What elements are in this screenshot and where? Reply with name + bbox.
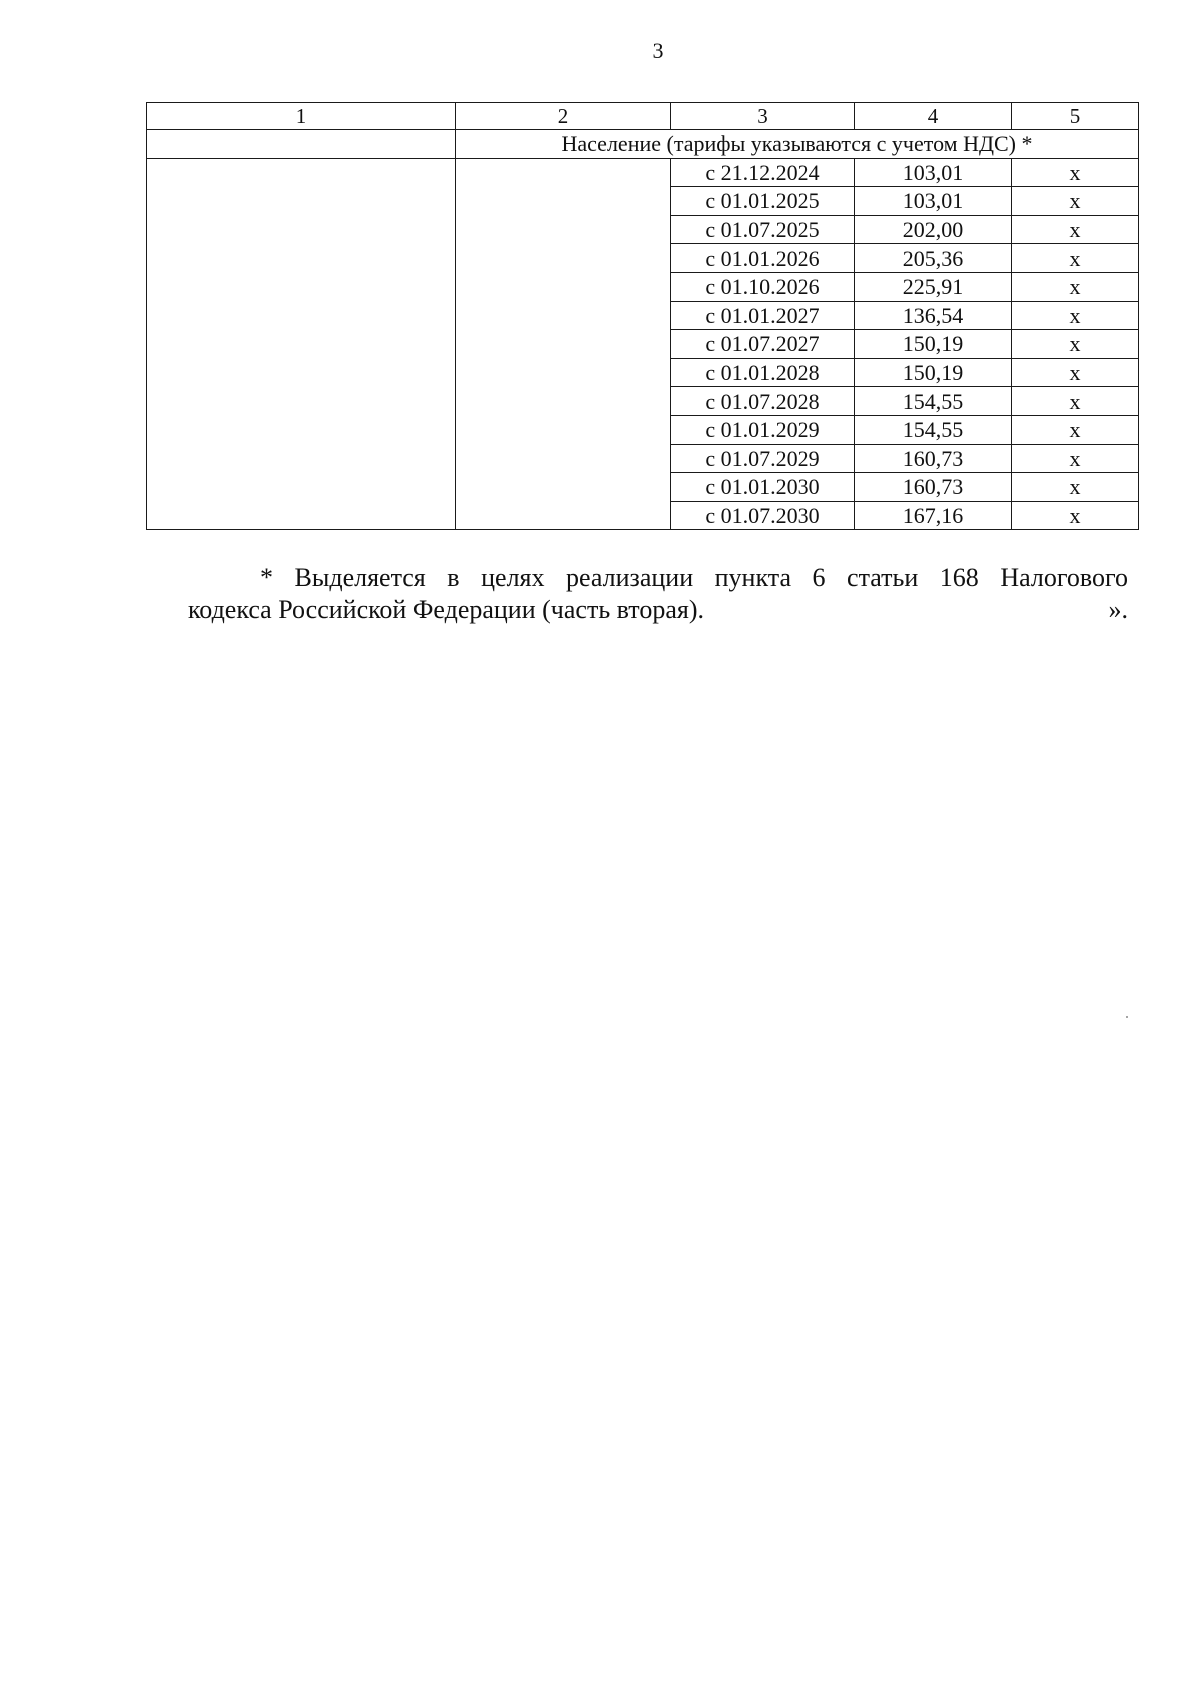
section-title: Население (тарифы указываются с учетом НДС) * (456, 130, 1139, 159)
column-number-3: 3 (671, 103, 855, 130)
column-number-1: 1 (147, 103, 456, 130)
period-cell: с 01.07.2030 (671, 501, 855, 530)
tariff-value-cell: 154,55 (855, 415, 1012, 444)
tariff-value-cell: 205,36 (855, 244, 1012, 273)
scan-speck (1126, 1016, 1128, 1018)
period-cell: с 01.01.2025 (671, 187, 855, 216)
tariff-value-cell: 150,19 (855, 330, 1012, 359)
period-cell: с 21.12.2024 (671, 158, 855, 187)
empty-column-1-cell (147, 158, 456, 530)
mark-cell: x (1012, 215, 1139, 244)
section-row (147, 130, 1139, 159)
section-empty-cell (147, 130, 456, 159)
period-cell: с 01.01.2028 (671, 358, 855, 387)
tariff-value-cell: 202,00 (855, 215, 1012, 244)
tariff-value-cell: 136,54 (855, 301, 1012, 330)
column-number-4: 4 (855, 103, 1012, 130)
mark-cell: x (1012, 415, 1139, 444)
mark-cell: x (1012, 358, 1139, 387)
tariff-value-cell: 167,16 (855, 501, 1012, 530)
tariff-row (147, 158, 1139, 187)
page-number: 3 (652, 38, 664, 63)
period-cell: с 01.07.2025 (671, 215, 855, 244)
mark-cell: x (1012, 473, 1139, 502)
tariff-table (146, 102, 1139, 530)
mark-cell: x (1012, 301, 1139, 330)
mark-cell: x (1012, 244, 1139, 273)
mark-cell: x (1012, 158, 1139, 187)
column-number-2: 2 (456, 103, 671, 130)
footnote-line-2-wrapper (188, 594, 1128, 626)
closing-quote-mark: ». (1108, 595, 1128, 624)
tariff-value-cell: 103,01 (855, 187, 1012, 216)
period-cell: с 01.01.2026 (671, 244, 855, 273)
period-cell: с 01.07.2029 (671, 444, 855, 473)
footnote (188, 562, 1128, 626)
period-cell: с 01.07.2027 (671, 330, 855, 359)
empty-column-2-cell (456, 158, 671, 530)
tariff-value-cell: 154,55 (855, 387, 1012, 416)
period-cell: с 01.01.2029 (671, 415, 855, 444)
column-number-row (147, 103, 1139, 130)
tariff-value-cell: 160,73 (855, 473, 1012, 502)
footnote-line-1: * Выделяется в целях реализации пункта 6 статьи 168 Налогового (260, 563, 1128, 592)
period-cell: с 01.10.2026 (671, 272, 855, 301)
tariff-value-cell: 225,91 (855, 272, 1012, 301)
mark-cell: x (1012, 387, 1139, 416)
mark-cell: x (1012, 272, 1139, 301)
mark-cell: x (1012, 187, 1139, 216)
tariff-value-cell: 103,01 (855, 158, 1012, 187)
tariff-value-cell: 150,19 (855, 358, 1012, 387)
period-cell: с 01.01.2027 (671, 301, 855, 330)
mark-cell: x (1012, 501, 1139, 530)
period-cell: с 01.01.2030 (671, 473, 855, 502)
mark-cell: x (1012, 444, 1139, 473)
column-number-5: 5 (1012, 103, 1139, 130)
tariff-table-body (147, 103, 1139, 530)
mark-cell: x (1012, 330, 1139, 359)
tariff-value-cell: 160,73 (855, 444, 1012, 473)
period-cell: с 01.07.2028 (671, 387, 855, 416)
footnote-line-2: кодекса Российской Федерации (часть вторая). (188, 595, 704, 624)
